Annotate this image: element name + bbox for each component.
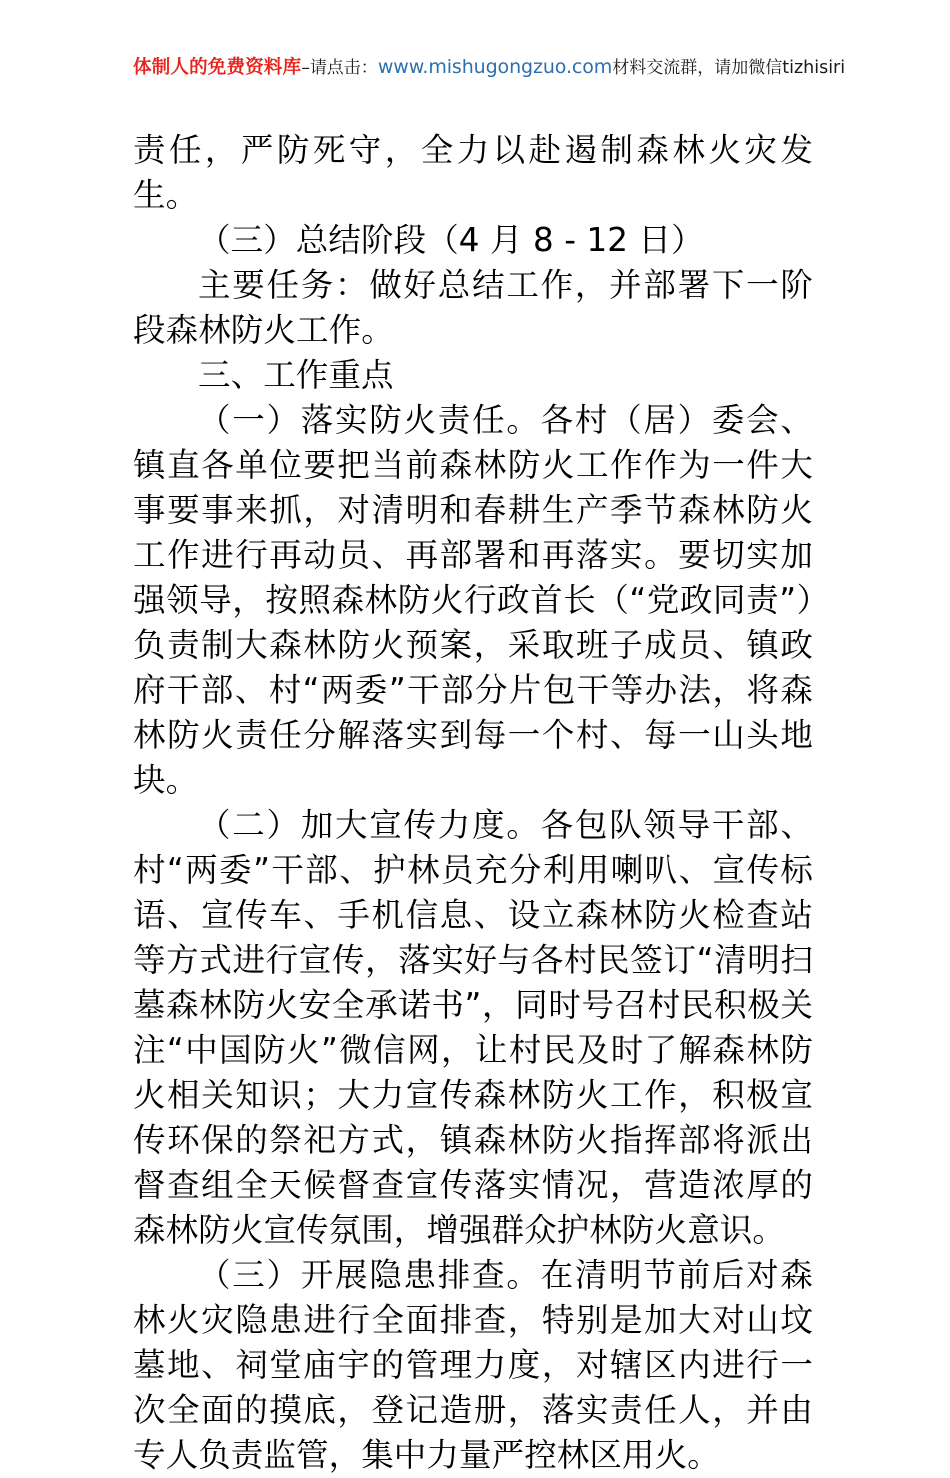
paragraph-item-two: （二）加大宣传力度。各包队领导干部、村“两委”干部、护林员充分利用喇叭、宣传标语、宣传车、手机信息、设立森林防火检查站等方式进行宣传，落实好与各村民签订“清明扫墓森林防火安全承诺书”，同时号召村民积极关注“中国防火”微信网，让村民及时了解森林防火相关知识；大力宣传森林防火工作，积极宣传环保的祭祀方式，镇森林防火指挥部将派出督查组全天候督查宣传落实情况，营造浓厚的森林防火宣传氛围，增强群众护林防火意识。 [133,806,813,1249]
paragraph-main-task: 主要任务：做好总结工作，并部署下一阶段森林防火工作。 [133,266,813,349]
paragraph-stage-three-heading: （三）总结阶段（4 月 8 - 12 日） [198,221,704,259]
promo-header-banner [133,56,846,78]
promo-tail-text: 材料交流群，请加微信 [612,58,783,78]
promo-wechat-id: tizhisiri [782,58,846,78]
paragraph-item-one: （一）落实防火责任。各村（居）委会、镇直各单位要把当前森林防火工作作为一件大事要事来抓，对清明和春耕生产季节森林防火工作进行再动员、再部署和再落实。要切实加强领导，按照森林防火行政首长（“党政同责”）负责制大森林防火预案，采取班子成员、镇政府干部、村“两委”干部分片包干等办法，将森林防火责任分解落实到每一个村、每一山头地块。 [133,401,813,799]
document-body [133,128,813,1478]
paragraph-item-three: （三）开展隐患排查。在清明节前后对森林火灾隐患进行全面排查，特别是加大对山坟墓地、祠堂庙宇的管理力度，对辖区内进行一次全面的摸底，登记造册，落实责任人，并由专人负责监管，集中力量严控林区用火。 [133,1256,813,1474]
paragraph-continuation: 责任，严防死守，全力以赴遏制森林火灾发生。 [133,131,813,214]
paragraph-section-three-heading: 三、工作重点 [198,356,394,394]
promo-click-prefix: –请点击： [301,58,378,78]
promo-brand-text: 体制人的免费资料库 [133,57,302,78]
promo-url-link[interactable]: www.mishugongzuo.com [377,56,613,78]
